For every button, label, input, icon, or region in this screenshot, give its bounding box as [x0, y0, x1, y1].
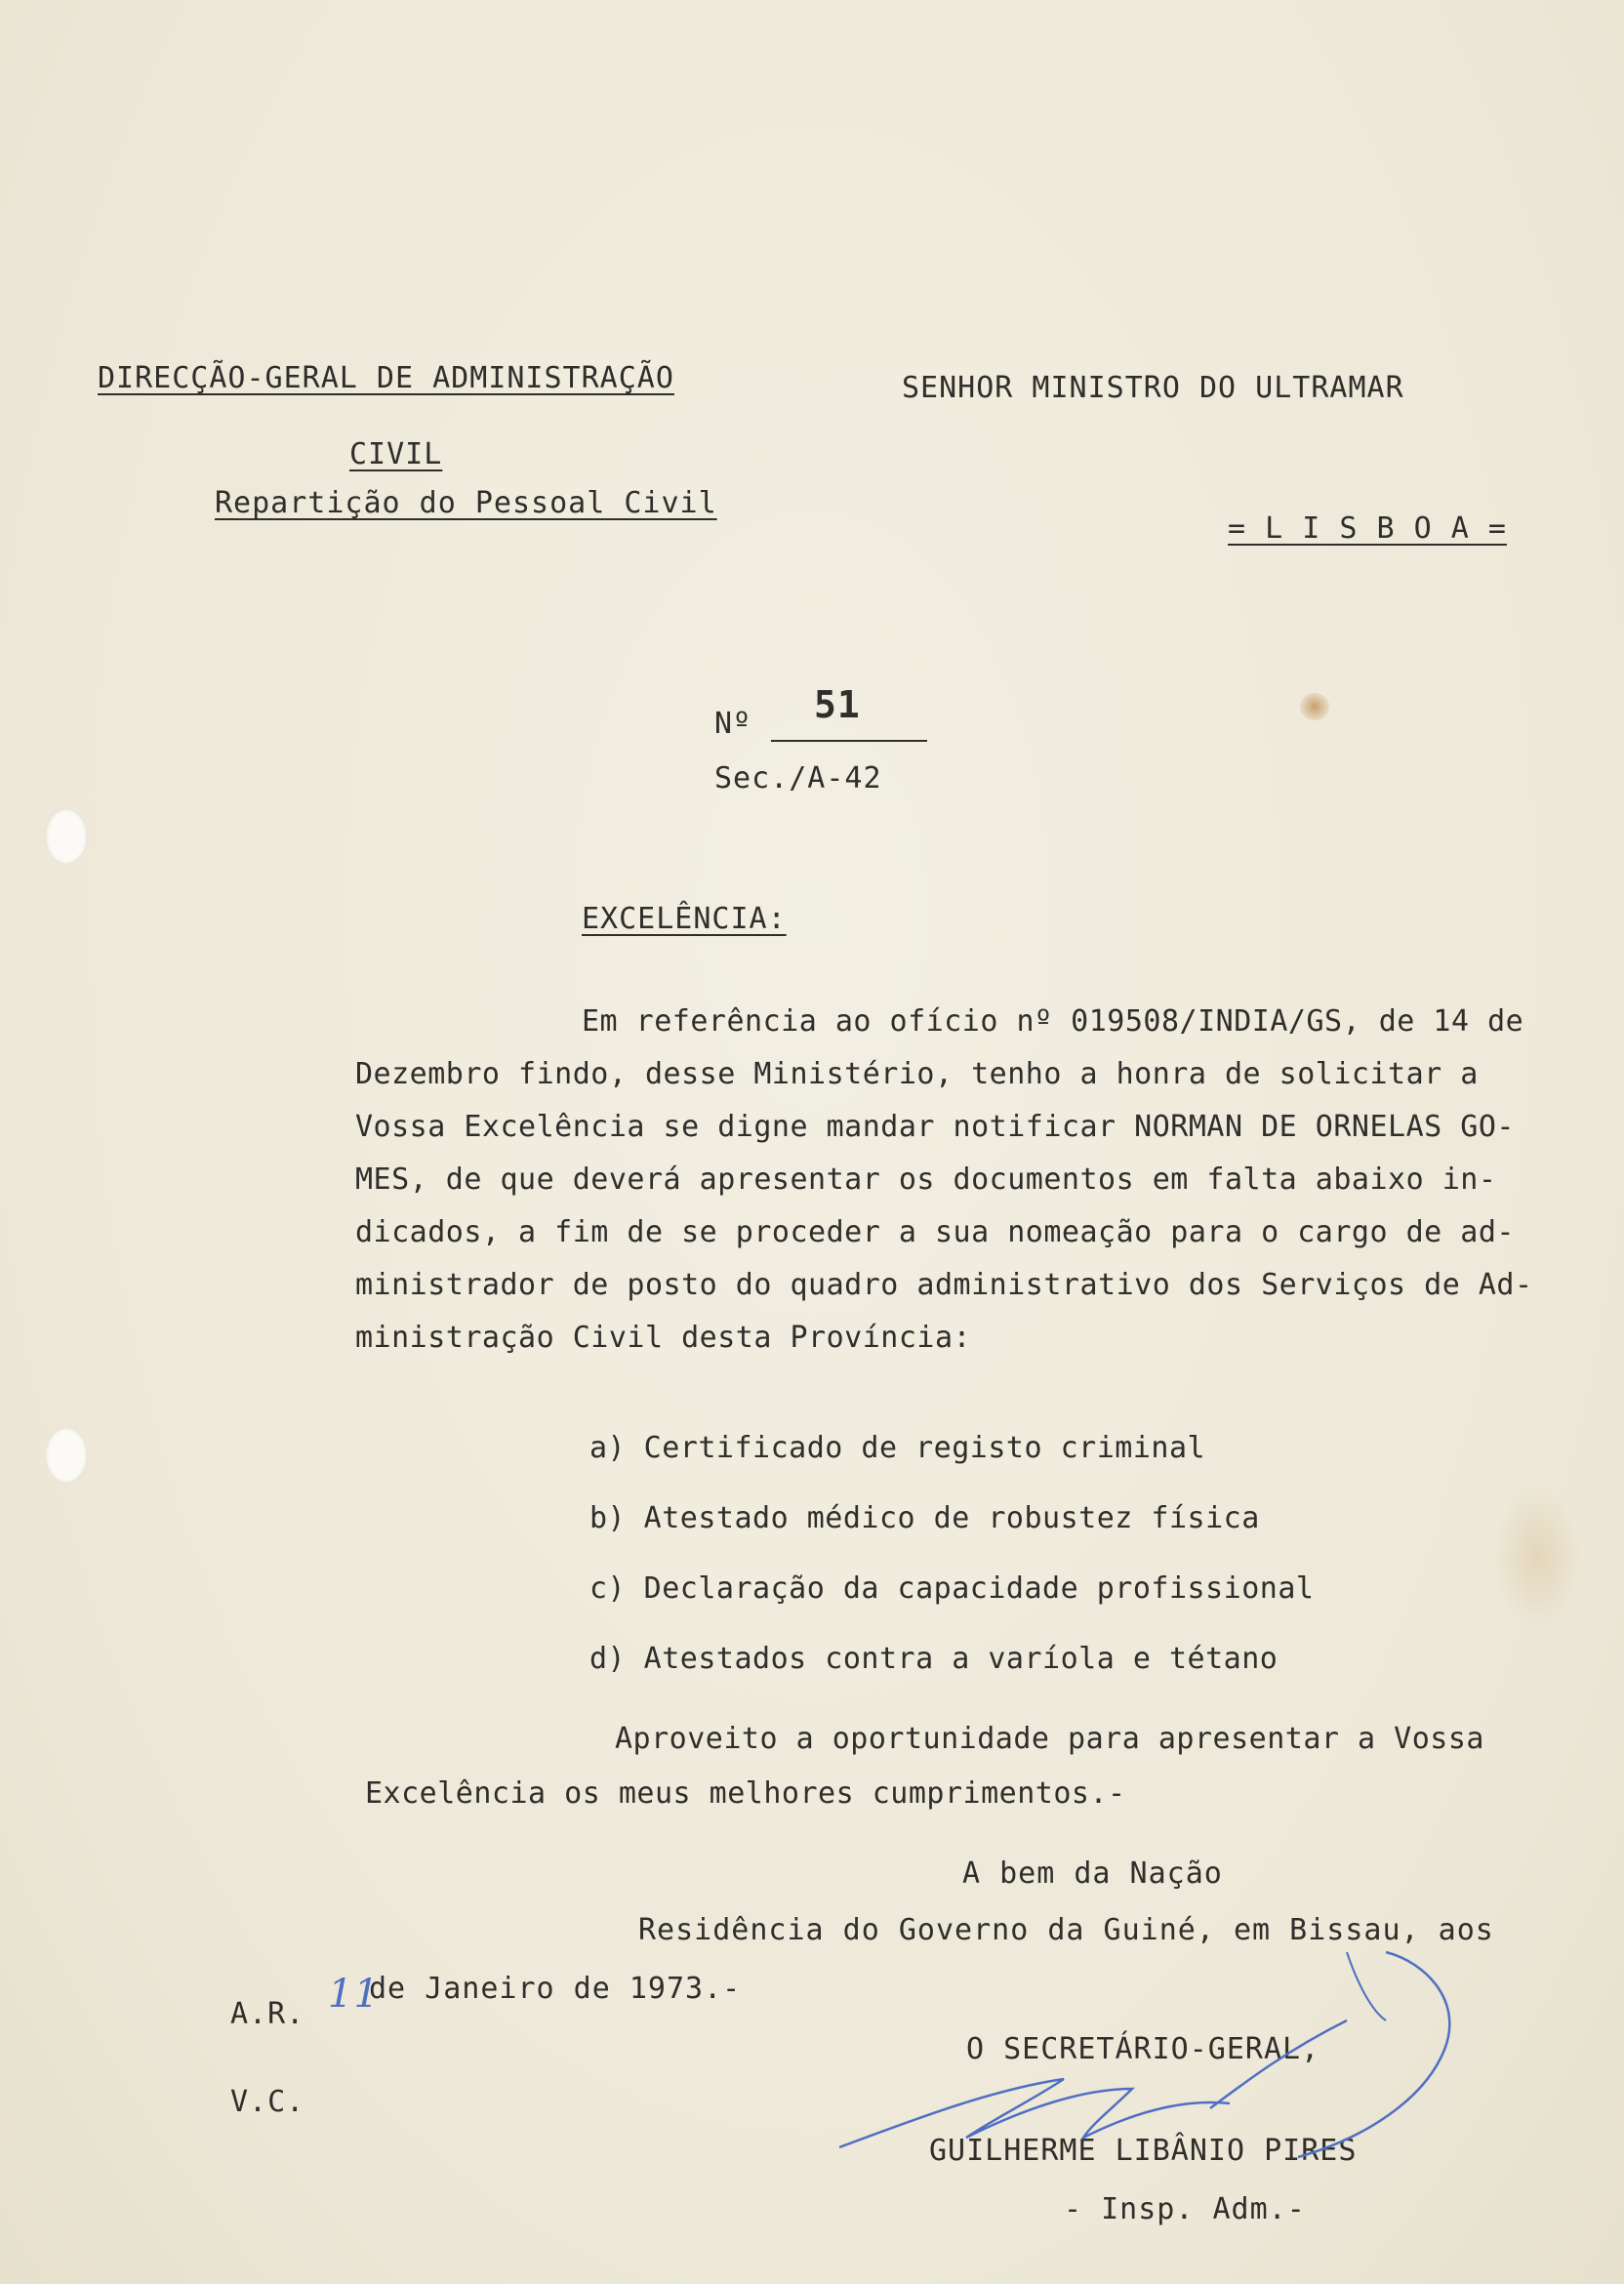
place-line: Residência do Governo da Guiné, em Bissau, aos — [638, 1913, 1494, 1947]
body-paragraph — [355, 996, 1533, 1365]
addressee: SENHOR MINISTRO DO ULTRAMAR — [902, 371, 1404, 405]
punch-hole-bottom — [45, 1427, 88, 1484]
signer-rank: - Insp. Adm.- — [1064, 2192, 1306, 2226]
signer-title: O SECRETÁRIO-GERAL, — [966, 2032, 1320, 2066]
body-line: Vossa Excelência se digne mandar notificar NORMAN DE ORNELAS GO- — [355, 1110, 1515, 1144]
department-section: Repartição do Pessoal Civil — [215, 486, 717, 520]
motto: A bem da Nação — [962, 1856, 1223, 1891]
reference-number: 51 — [814, 683, 861, 726]
body-line: ministração Civil desta Província: — [355, 1321, 972, 1355]
list-item: d) Atestados contra a varíola e tétano — [589, 1642, 1279, 1676]
closing-line: Excelência os meus melhores cumprimentos.- — [365, 1776, 1126, 1811]
margin-ar: A.R. — [230, 1997, 305, 2031]
body-line: dicados, a fim de se proceder a sua nomeação para o cargo de ad- — [355, 1215, 1515, 1249]
closing-paragraph — [365, 1712, 1484, 1821]
closing-line: Aproveito a oportunidade para apresentar a Vossa — [615, 1722, 1484, 1756]
list-item: c) Declaração da capacidade profissional — [589, 1571, 1315, 1606]
ink-stain — [1300, 693, 1329, 720]
paper-stain — [1493, 1484, 1581, 1630]
salutation: EXCELÊNCIA: — [582, 902, 787, 936]
addressee-city: = L I S B O A = — [1228, 511, 1507, 546]
punch-hole-top — [45, 808, 88, 865]
documents-list — [589, 1413, 1314, 1694]
handwritten-day: 11 — [328, 1972, 380, 2017]
reference-number-label: Nº — [714, 707, 752, 741]
department-subtitle: CIVIL — [349, 437, 443, 471]
body-line: ministrador de posto do quadro administrativo dos Serviços de Ad- — [355, 1268, 1533, 1302]
date-line: de Janeiro de 1973.- — [369, 1972, 742, 2006]
body-line: MES, de que deverá apresentar os documentos em falta abaixo in- — [355, 1162, 1497, 1197]
signer-name: GUILHERME LIBÂNIO PIRES — [929, 2134, 1358, 2168]
body-line: Dezembro findo, desse Ministério, tenho a honra de solicitar a — [355, 1057, 1479, 1091]
department-name: DIRECÇÃO-GERAL DE ADMINISTRAÇÃO — [98, 361, 674, 395]
list-item: a) Certificado de registo criminal — [589, 1431, 1206, 1465]
handwritten-signature — [839, 1942, 1522, 2196]
body-line: Em referência ao ofício nº 019508/INDIA/GS, de 14 de — [582, 1004, 1524, 1039]
section-code: Sec./A-42 — [714, 761, 882, 795]
reference-number-underline — [771, 740, 927, 742]
list-item: b) Atestado médico de robustez física — [589, 1501, 1260, 1535]
margin-vc: V.C. — [230, 2085, 305, 2119]
